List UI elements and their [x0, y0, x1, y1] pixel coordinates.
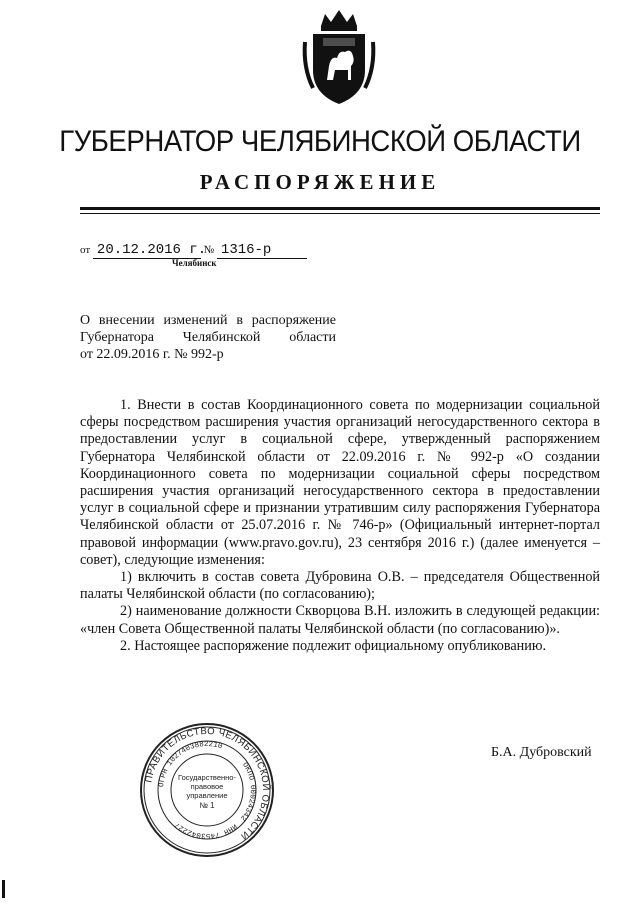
body-paragraph: 2. Настоящее распоряжение подлежит официальному опубликованию.: [120, 637, 547, 654]
date-value: 20.12.2016: [96, 242, 181, 258]
subject-block: [80, 312, 336, 363]
stamp-okpo: ОКПО 00024342: [238, 761, 257, 822]
svg-text:ИНН 7453042227: [174, 820, 238, 839]
stamp-ogrn: ОГРН 1027403882210: [158, 740, 224, 788]
stamp-center-line: правовое: [190, 782, 224, 791]
stamp-ring-text: ПРАВИТЕЛЬСТВО ЧЕЛЯБИНСКОЙ ОБЛАСТИ: [143, 725, 272, 842]
header-divider-thin: [80, 213, 600, 214]
subject-line: О внесении изменений в распоряжение: [80, 313, 336, 328]
chelyabinsk-coat-of-arms-icon: [299, 8, 379, 108]
header-divider-thick: [80, 207, 600, 210]
signatory-name: Б.А. Дубровский: [491, 745, 592, 760]
governor-title: ГУБЕРНАТОР ЧЕЛЯБИНСКОЙ ОБЛАСТИ: [59, 125, 581, 158]
body-paragraph: 2) наименование должности Скворцова В.Н. изложить в следующей редакции: «член Совета Общественной палаты Челябинской области (по согласованию)».: [80, 603, 600, 637]
official-seal-stamp: [137, 720, 277, 860]
stamp-center-line: Государственно-: [178, 773, 236, 782]
svg-text:ОКПО 00024342: [238, 761, 256, 821]
stamp-center-line: № 1: [199, 801, 215, 810]
document-body: [80, 397, 600, 655]
body-paragraph: 1. Внести в состав Координационного совета по модернизации социальной сферы посредством расширения участия организаций негосударственного сектора в предоставлении услуг в социальной сфере, утвержденный распоряжением Губернатора Челябинской области от 22.09.2016 г. № 992-р «О создании Координационного совета по модернизации социальной сферы посредством расширения участия организаций негосударственного сектора в предоставлении услуг в социальной сфере и признании утратившим силу распоряжения Губернатора Челябинской области от 25.07.2016 г. № 746-р» (Официальный интернет-портал правовой информации (www.pravo.gov.ru), 23 сентября 2016 г.) (далее именуется – совет), следующие изменения:: [80, 397, 600, 568]
document-date: [93, 242, 207, 259]
subject-line: Губернатора Челябинской области: [80, 330, 336, 345]
year-suffix: г.: [189, 242, 207, 258]
scan-margin-mark: [2, 880, 5, 898]
subject-line: от 22.09.2016 г. № 992-р: [80, 347, 224, 362]
stamp-center-line: управление: [186, 791, 228, 800]
date-prefix: от: [80, 244, 91, 256]
stamp-inn: ИНН 7453042227: [173, 820, 239, 840]
city-label: Челябинск: [172, 258, 217, 268]
body-paragraph: 1) включить в состав совета Дубровина О.В. – председателя Общественной палаты Челябинской области (по согласованию);: [80, 569, 600, 603]
document-number: 1316-р: [217, 242, 307, 259]
number-sign: №: [203, 244, 215, 256]
document-type: РАСПОРЯЖЕНИЕ: [199, 170, 441, 194]
